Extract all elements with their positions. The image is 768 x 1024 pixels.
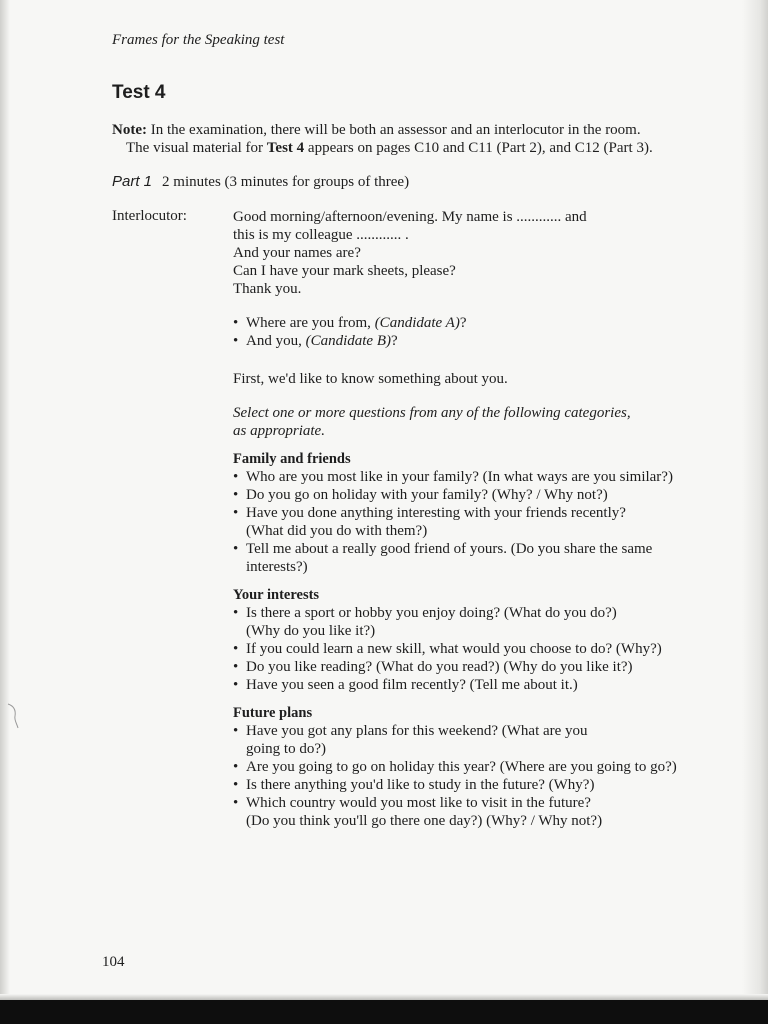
question-item: • Tell me about a really good friend of yours. (Do you share the same interests?) <box>233 541 653 575</box>
note-paragraph <box>112 121 732 157</box>
bullet-icon: • <box>233 541 239 557</box>
page-shadow-left <box>0 0 10 1024</box>
where-from-list <box>233 314 728 350</box>
question-item: • Who are you most like in your family? (In what ways are you similar?) <box>233 469 673 485</box>
question-item: • Do you like reading? (What do you read?) (Why do you like it?) <box>233 659 633 675</box>
page-number: 104 <box>102 954 125 970</box>
page-shadow-right <box>742 0 768 1024</box>
question-item: • If you could learn a new skill, what would you choose to do? (Why?) <box>233 641 662 657</box>
note-line-1: Note: In the examination, there will be both an assessor and an interlocutor in the room. <box>112 122 641 138</box>
candidate-placeholder: (Candidate A) <box>374 315 460 331</box>
bullet-icon: • <box>233 487 239 503</box>
category-future-plans <box>233 704 728 830</box>
category-title: Family and friends <box>233 451 351 467</box>
opening-lines <box>233 208 728 298</box>
category-title: Your interests <box>233 587 320 603</box>
bullet-icon: • <box>233 469 239 485</box>
question-item: • Is there anything you'd like to study in the future? (Why?) <box>233 777 595 793</box>
instruction: Select one or more questions from any of the following categories, as appropriate. <box>233 405 631 439</box>
opening-line: Good morning/afternoon/evening. My name is ............ and <box>233 209 587 225</box>
bullet-icon: • <box>233 777 239 793</box>
bullet-icon: • <box>233 723 239 739</box>
list-item: • Where are you from, (Candidate A)? <box>233 315 467 331</box>
bullet-icon: • <box>233 659 239 675</box>
bullet-icon: • <box>233 315 239 331</box>
margin-pencil-mark <box>6 700 20 730</box>
part-label: Part 1 <box>112 173 153 190</box>
question-item: • Have you seen a good film recently? (Tell me about it.) <box>233 677 578 693</box>
bullet-icon: • <box>233 677 239 693</box>
note-label: Note: <box>112 122 147 138</box>
category-family-and-friends <box>233 450 728 576</box>
bullet-icon: • <box>233 605 239 621</box>
question-item: • Is there a sport or hobby you enjoy doing? (What do you do?) (Why do you like it?) <box>233 605 617 639</box>
opening-line: this is my colleague ............ . <box>233 227 409 243</box>
opening-line: Thank you. <box>233 281 302 297</box>
question-item: • Have you got any plans for this weekend? (What are you going to do?) <box>233 723 588 757</box>
scan-bottom-border <box>0 1000 768 1024</box>
opening-line: Can I have your mark sheets, please? <box>233 263 456 279</box>
question-item: • Have you done anything interesting with your friends recently? (What did you do with them?) <box>233 505 626 539</box>
test-title: Test 4 <box>112 82 166 103</box>
question-item: • Which country would you most like to visit in the future? (Do you think you'll go there one day?) (Why? / Why not?) <box>233 795 603 829</box>
question-item: • Are you going to go on holiday this year? (Where are you going to go?) <box>233 759 677 775</box>
interlocutor-script <box>233 208 728 830</box>
bullet-icon: • <box>233 641 239 657</box>
running-header: Frames for the Speaking test <box>112 32 285 48</box>
part-heading <box>112 173 409 191</box>
role-label: Interlocutor: <box>112 208 187 224</box>
opening-line: And your names are? <box>233 245 361 261</box>
bullet-icon: • <box>233 795 239 811</box>
question-item: • Do you go on holiday with your family? (Why? / Why not?) <box>233 487 608 503</box>
list-item: • And you, (Candidate B)? <box>233 333 398 349</box>
first-line: First, we'd like to know something about you. <box>233 371 508 387</box>
note-test-ref: Test 4 <box>266 140 305 156</box>
bullet-icon: • <box>233 759 239 775</box>
bullet-icon: • <box>233 333 239 349</box>
note-line-2: The visual material for Test 4 appears on pages C10 and C11 (Part 2), and C12 (Part 3). <box>126 140 653 156</box>
part-timing: 2 minutes (3 minutes for groups of three) <box>162 174 410 190</box>
category-your-interests <box>233 586 728 694</box>
bullet-icon: • <box>233 505 239 521</box>
candidate-placeholder: (Candidate B) <box>305 333 391 349</box>
category-title: Future plans <box>233 705 313 721</box>
